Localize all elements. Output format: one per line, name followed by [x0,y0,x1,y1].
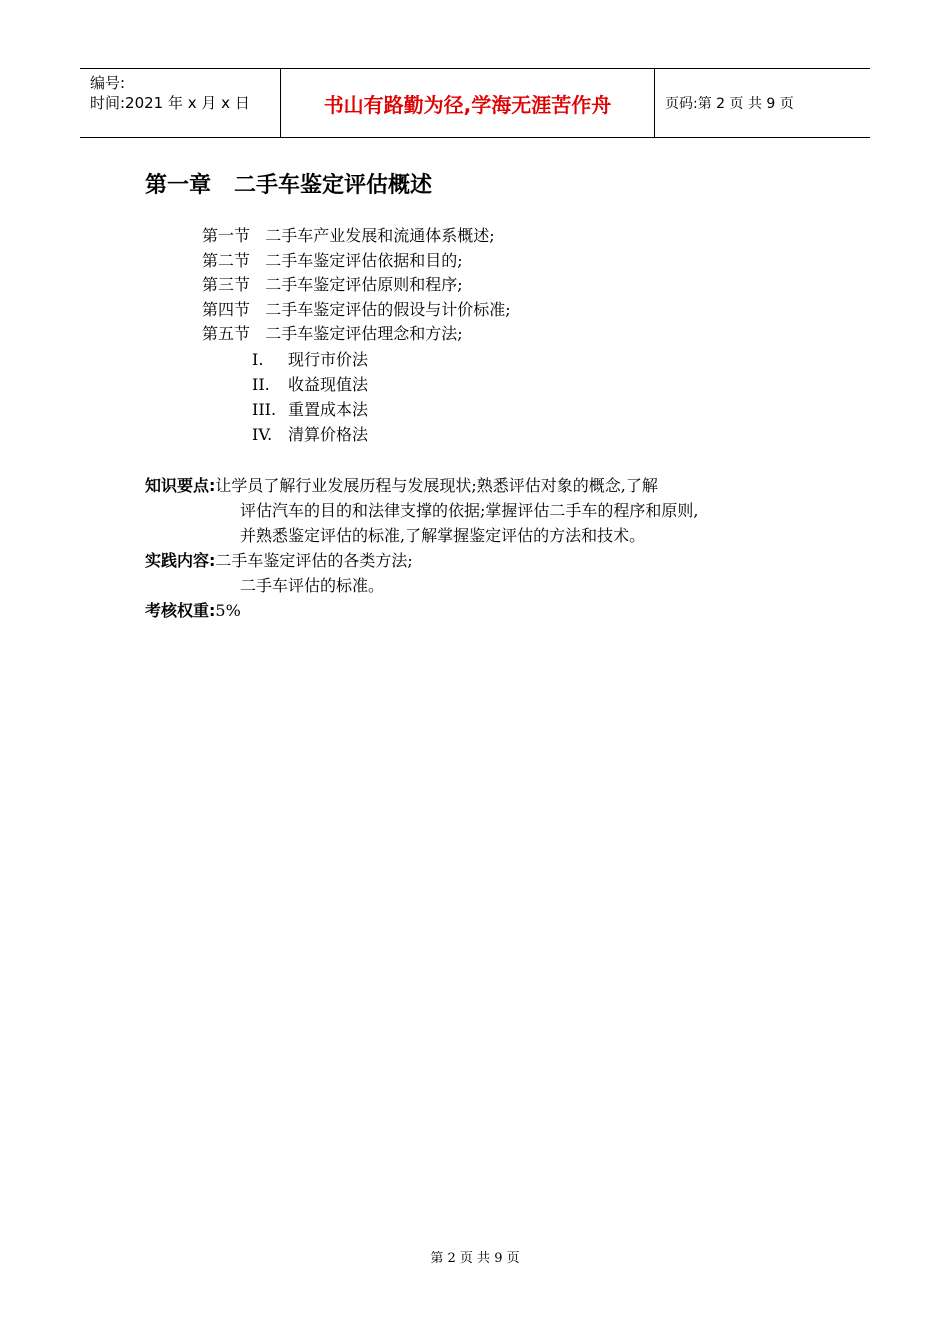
method-item [252,422,368,447]
method-item [252,372,368,397]
practice-line: 二手车鉴定评估的各类方法; [215,551,413,570]
header-motto: 书山有路勤为径,学海无涯苦作舟 [281,69,655,137]
document-date: 时间:2021 年 x 月 x 日 [90,94,250,112]
header-info-cell [80,69,281,137]
practice-line: 二手车评估的标准。 [240,576,385,595]
section-item: 第五节 二手车鉴定评估理念和方法; [202,324,463,344]
method-text: 清算价格法 [288,425,369,444]
section-item: 第四节 二手车鉴定评估的假设与计价标准; [202,299,511,319]
section-item: 第三节 二手车鉴定评估原则和程序; [202,275,463,295]
weight-value: 5% [215,601,241,620]
method-number: IV. [252,425,273,444]
method-list [252,347,368,447]
knowledge-line: 评估汽车的目的和法律支撑的依据;掌握评估二手车的程序和原则, [240,501,699,520]
practice-content [145,548,413,598]
header-page-info: 页码:第 2 页 共 9 页 [665,96,794,112]
page-header [80,68,870,138]
method-number: II. [252,375,270,394]
method-item [252,397,368,422]
knowledge-line: 并熟悉鉴定评估的标准,了解掌握鉴定评估的方法和技术。 [240,526,646,545]
weight-label: 考核权重: [145,601,216,620]
method-number: III. [252,400,277,419]
section-item: 第一节 二手车产业发展和流通体系概述; [202,226,495,245]
knowledge-label: 知识要点: [145,476,216,495]
assessment-weight [145,598,241,623]
practice-label: 实践内容: [145,551,216,570]
method-item [252,347,368,372]
section-item: 第二节 二手车鉴定评估依据和目的; [202,250,463,270]
method-number: I. [252,350,264,369]
method-text: 收益现值法 [288,375,369,394]
method-text: 重置成本法 [288,400,369,419]
chapter-title: 第一章 二手车鉴定评估概述 [145,173,432,198]
method-text: 现行市价法 [288,350,369,369]
knowledge-points [145,473,698,548]
section-list [202,224,511,347]
page-footer: 第 2 页 共 9 页 [430,1251,520,1266]
knowledge-line: 让学员了解行业发展历程与发展现状;熟悉评估对象的概念,了解 [215,476,658,495]
document-number-label: 编号: [90,74,126,92]
